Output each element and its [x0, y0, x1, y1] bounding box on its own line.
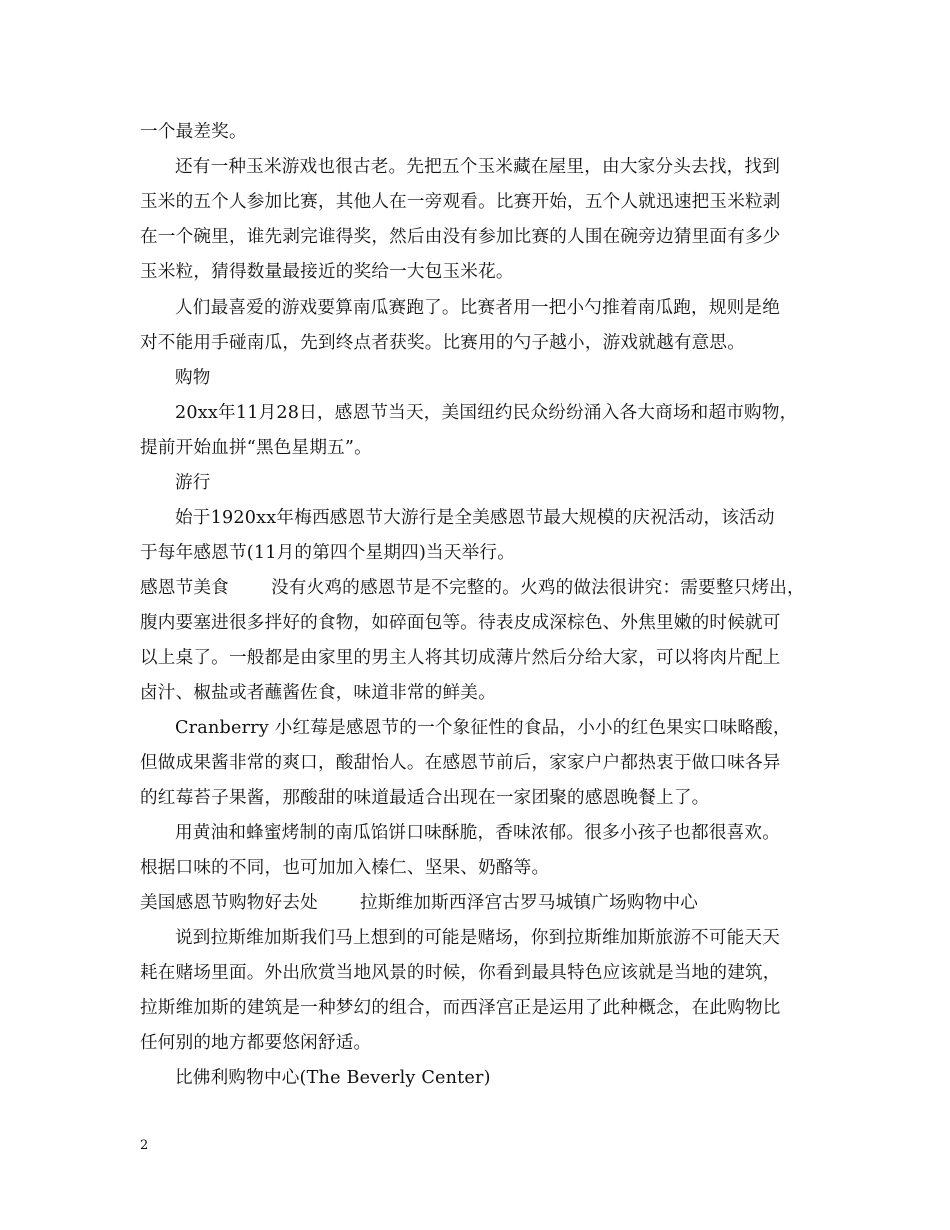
- paragraph-line: 的红莓苔子果酱，那酸甜的味道最适合出现在一家团聚的感恩晚餐上了。: [140, 788, 710, 808]
- paragraph-line: 对不能用手碰南瓜，先到终点者获奖。比赛用的勺子越小，游戏就越有意思。: [140, 333, 745, 353]
- section-heading-parade: 游行: [175, 473, 211, 493]
- paragraph-line: 提前开始血拼“黑色星期五”。: [140, 438, 372, 458]
- paragraph-line: 在一个碗里，谁先剥完谁得奖，然后由没有参加比赛的人围在碗旁边猜里面有多少: [140, 227, 781, 247]
- paragraph-line: 于每年感恩节(11月的第四个星期四)当天举行。: [140, 543, 515, 563]
- paragraph-line: 20xx年11月28日，感恩节当天，美国纽约民众纷纷涌入各大商场和超市购物，: [175, 403, 798, 423]
- paragraph-line: Cranberry 小红莓是感恩节的一个象征性的食品，小小的红色果实口味略酸，: [175, 718, 791, 738]
- section-heading-food: 感恩节美食: [140, 578, 229, 598]
- paragraph-line: 没有火鸡的感恩节是不完整的。火鸡的做法很讲究：需要整只烤出，: [270, 578, 805, 598]
- paragraph-line: 卤汁、椒盐或者蘸酱佐食，味道非常的鲜美。: [140, 683, 496, 703]
- subheading-beverly-center: 比佛利购物中心(The Beverly Center): [175, 1068, 491, 1088]
- paragraph-line: 任何别的地方都要悠闲舒适。: [140, 1033, 372, 1053]
- paragraph-line: 根据口味的不同，也可加加入榛仁、坚果、奶酪等。: [140, 858, 550, 878]
- section-heading-shopping: 购物: [175, 368, 211, 388]
- paragraph-line: 以上桌了。一般都是由家里的男主人将其切成薄片然后分给大家，可以将肉片配上: [140, 648, 781, 668]
- paragraph-line: 玉米粒，猜得数量最接近的奖给一大包玉米花。: [140, 262, 514, 282]
- section-heading-shopping-places: 美国感恩节购物好去处: [140, 893, 318, 913]
- page-number: 2: [140, 1138, 149, 1153]
- shopping-places-heading-line: [140, 891, 698, 915]
- paragraph-line: 人们最喜爱的游戏要算南瓜赛跑了。比赛者用一把小勺推着南瓜跑，规则是绝: [175, 298, 780, 318]
- paragraph-line: 还有一种玉米游戏也很古老。先把五个玉米藏在屋里，由大家分头去找，找到: [175, 157, 780, 177]
- paragraph-line: 用黄油和蜂蜜烤制的南瓜馅饼口味酥脆，香味浓郁。很多小孩子也都很喜欢。: [175, 823, 780, 843]
- paragraph-line: 腹内要塞进很多拌好的食物，如碎面包等。待表皮成深棕色、外焦里嫩的时候就可: [140, 613, 781, 633]
- paragraph-line: 说到拉斯维加斯我们马上想到的可能是赌场，你到拉斯维加斯旅游不可能天天: [175, 928, 780, 948]
- paragraph-line: 玉米的五个人参加比赛，其他人在一旁观看。比赛开始，五个人就迅速把玉米粒剥: [140, 192, 781, 212]
- paragraph-line: 耗在赌场里面。外出欣赏当地风景的时候，你看到最具特色应该就是当地的建筑，: [140, 963, 781, 983]
- paragraph-line: 始于1920xx年梅西感恩节大游行是全美感恩节最大规模的庆祝活动，该活动: [175, 508, 775, 528]
- paragraph-line: 一个最差奖。: [140, 122, 247, 142]
- food-heading-line: [140, 576, 805, 600]
- paragraph-line: 但做成果酱非常的爽口，酸甜怡人。在感恩节前后，家家户户都热衷于做口味各异: [140, 753, 781, 773]
- subheading-caesars-forum: 拉斯维加斯西泽宫古罗马城镇广场购物中心: [359, 893, 699, 913]
- paragraph-line: 拉斯维加斯的建筑是一种梦幻的组合，而西泽宫正是运用了此种概念，在此购物比: [140, 998, 781, 1018]
